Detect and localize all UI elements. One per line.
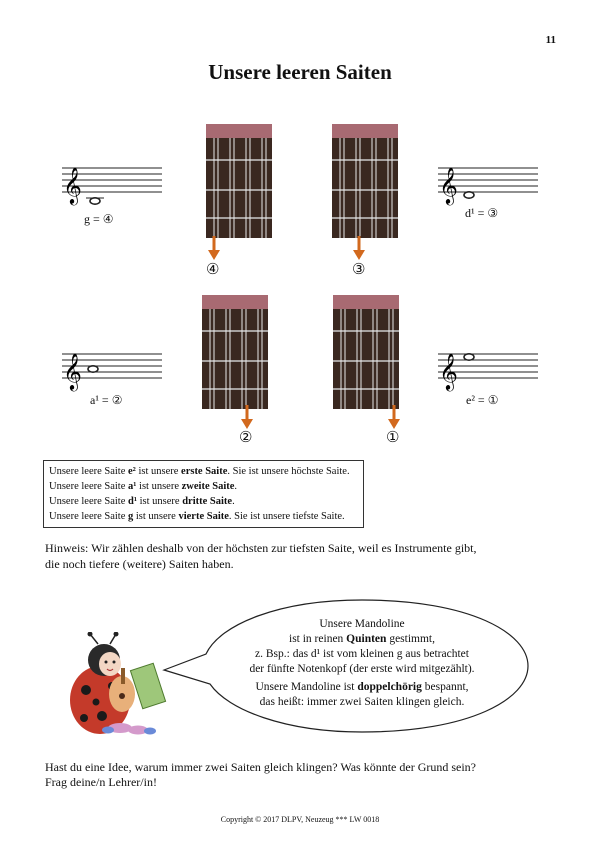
fretboard-top-right bbox=[332, 124, 398, 238]
note-d1 bbox=[464, 192, 474, 198]
bubble-line-5: Unsere Mandoline ist doppelchörig bespannt, bbox=[255, 681, 469, 693]
copyright-footer: Copyright © 2017 DLPV, Neuzeug *** LW 0018 bbox=[220, 815, 380, 824]
page-title: Unsere leeren Saiten bbox=[208, 60, 392, 84]
note-label-e2: e² = ① bbox=[466, 393, 499, 407]
bubble-line-1: Unsere Mandoline bbox=[319, 618, 405, 630]
treble-clef-icon: 𝄞 bbox=[439, 352, 458, 390]
bubble-line-2: ist in reinen Quinten gestimmt, bbox=[289, 633, 435, 645]
question-paragraph bbox=[45, 760, 565, 790]
note-a1 bbox=[88, 366, 98, 372]
circled-number-3: ③ bbox=[352, 262, 366, 278]
bubble-line-6: das heißt: immer zwei Saiten klingen gleich. bbox=[259, 696, 465, 708]
staff-a1 bbox=[62, 346, 162, 394]
arrow-string-2 bbox=[240, 405, 254, 429]
hint-paragraph bbox=[45, 540, 565, 572]
fretboard-bottom-right bbox=[333, 295, 399, 409]
circled-number-1: ① bbox=[386, 430, 400, 446]
speech-bubble-text bbox=[212, 617, 512, 710]
arrow-string-1 bbox=[387, 405, 401, 429]
staff-e2 bbox=[438, 346, 538, 394]
info-line-3: Unsere leere Saite d¹ ist unsere dritte Saite. bbox=[49, 496, 235, 507]
bubble-line-4: der fünfte Notenkopf (der erste wird mitgezählt). bbox=[249, 663, 475, 675]
circled-number-4: ④ bbox=[206, 262, 220, 278]
note-label-d1: d¹ = ③ bbox=[465, 206, 499, 220]
question-line-1: Hast du eine Idee, warum immer zwei Saiten gleich klingen? Was könnte der Grund sein? bbox=[45, 760, 477, 774]
fretboard-top-left bbox=[206, 124, 272, 238]
question-line-2: Frag deine/n Lehrer/in! bbox=[45, 775, 157, 789]
info-line-1: Unsere leere Saite e² ist unsere erste Saite. Sie ist unsere höchste Saite. bbox=[49, 466, 350, 477]
info-line-4: Unsere leere Saite g ist unsere vierte Saite. Sie ist unsere tiefste Saite. bbox=[49, 511, 345, 522]
arrow-string-4 bbox=[207, 236, 221, 260]
treble-clef-icon: 𝄞 bbox=[63, 166, 82, 204]
treble-clef-icon: 𝄞 bbox=[439, 166, 458, 204]
note-g bbox=[90, 198, 100, 204]
info-line-2: Unsere leere Saite a¹ ist unsere zweite Saite. bbox=[49, 481, 238, 492]
arrow-string-3 bbox=[352, 236, 366, 260]
note-label-g: g = ④ bbox=[84, 212, 114, 226]
circled-number-2: ② bbox=[239, 430, 253, 446]
treble-clef-icon: 𝄞 bbox=[63, 352, 82, 390]
page-number: 11 bbox=[545, 34, 556, 46]
note-e2 bbox=[464, 354, 474, 360]
staff-d1 bbox=[438, 160, 538, 208]
staff-g bbox=[62, 160, 162, 208]
fretboard-bottom-left bbox=[202, 295, 268, 409]
hint-line-2: die noch tiefere (weitere) Saiten haben. bbox=[45, 557, 234, 571]
hint-line-1: Hinweis: Wir zählen deshalb von der höchsten zur tiefsten Saite, weil es Instrumente gibt, bbox=[45, 541, 477, 555]
note-label-a1: a¹ = ② bbox=[90, 393, 123, 407]
string-info-box bbox=[43, 460, 364, 528]
bubble-line-3: z. Bsp.: das d¹ ist vom kleinen g aus betrachtet bbox=[255, 648, 469, 660]
